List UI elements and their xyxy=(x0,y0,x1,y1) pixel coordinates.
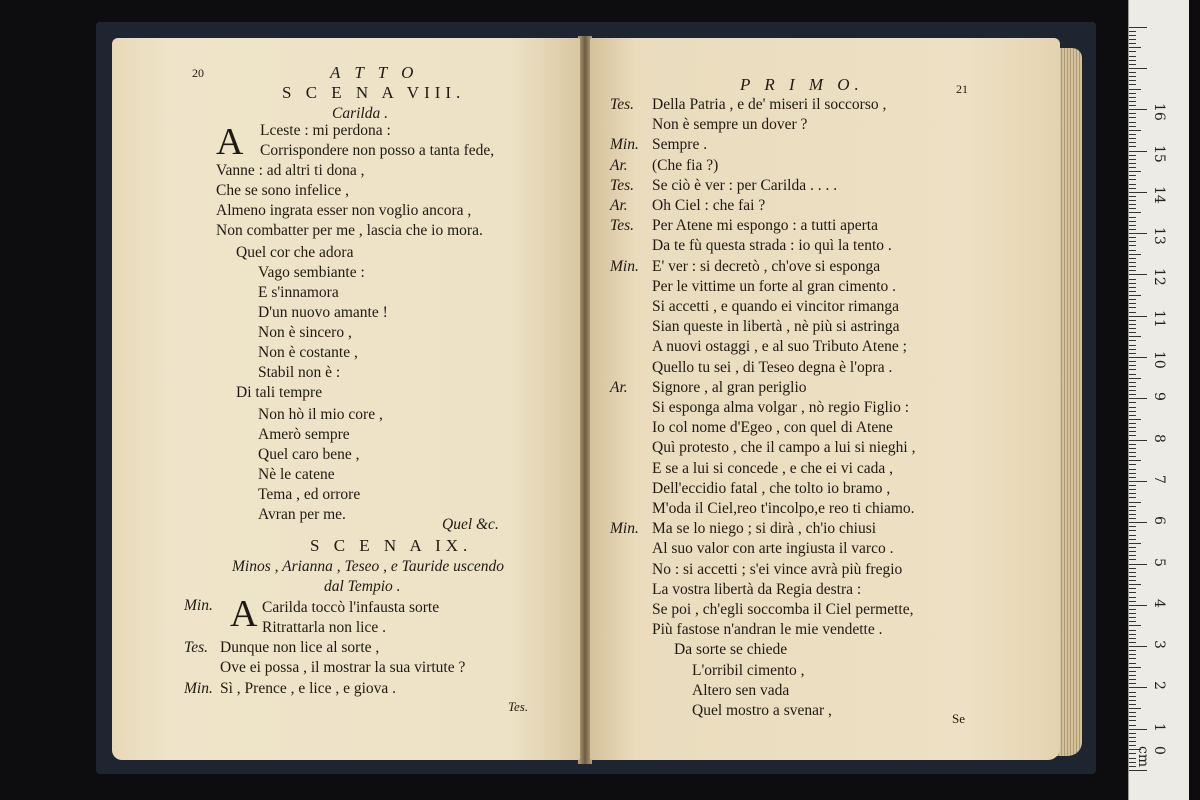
ruler-tick xyxy=(1129,514,1136,515)
ruler-tick xyxy=(1129,687,1147,688)
verse-line: Quel cor che adora xyxy=(236,244,354,261)
ruler-tick xyxy=(1129,402,1136,403)
dialogue-line: Da te fù questa strada : io quì la tento . xyxy=(652,237,892,255)
verse-line: Tema , ed orrore xyxy=(258,486,361,503)
ruler-tick xyxy=(1129,419,1141,420)
ruler-tick xyxy=(1129,47,1141,48)
ruler-tick xyxy=(1129,435,1136,436)
verse-line: Corrispondere non posso a tanta fede, xyxy=(260,142,495,159)
ruler-tick xyxy=(1129,580,1136,581)
ruler-tick xyxy=(1129,64,1136,65)
dialogue-line: Signore , al gran periglio xyxy=(652,378,807,396)
ruler-tick xyxy=(1129,530,1136,531)
ruler-tick xyxy=(1129,27,1147,28)
dialogue-line: Si esponga alma volgar , nò regio Figlio : xyxy=(652,399,910,416)
ruler-tick xyxy=(1129,146,1136,147)
ruler-tick xyxy=(1129,716,1136,717)
ruler-tick xyxy=(1129,526,1136,527)
verse-line: Vago sembiante : xyxy=(258,264,365,281)
ruler-tick xyxy=(1129,320,1136,321)
ruler-tick xyxy=(1129,225,1136,226)
ruler-tick xyxy=(1129,489,1136,490)
dialogue-line: No : si accetti ; s'ei vince avrà più fregio xyxy=(652,560,903,578)
dialogue-line: E se a lui si concede , e che ei vi cada , xyxy=(652,459,893,477)
dialogue-line: Ritrattarla non lice . xyxy=(262,619,386,636)
ruler-tick xyxy=(1129,456,1136,457)
dialogue-line: M'oda il Ciel,reo t'incolpo,e reo ti chiamo. xyxy=(652,500,915,517)
speaker-heading: Carilda . xyxy=(332,105,388,122)
dialogue-line: Sempre . xyxy=(652,136,708,154)
ruler-number: 0 cm xyxy=(1135,746,1167,768)
ruler-tick xyxy=(1129,340,1136,341)
ruler-number: 16 xyxy=(1151,103,1167,122)
verse-line: Almeno ingrata esser non voglio ancora , xyxy=(216,202,472,219)
ruler-number: 1 xyxy=(1151,722,1167,732)
dialogue-line: Sian queste in libertà , nè più si astringa xyxy=(652,318,900,336)
dialogue-line: Sì , Prence , e lice , e giova . xyxy=(220,680,397,697)
ruler-tick xyxy=(1129,601,1136,602)
ruler-tick xyxy=(1129,171,1141,172)
ruler-tick xyxy=(1129,262,1136,263)
ruler-tick xyxy=(1129,316,1147,317)
ruler-tick xyxy=(1129,357,1147,358)
speaker-label: Min. xyxy=(610,520,639,538)
ruler-number: 9 xyxy=(1151,392,1167,402)
verse-line: Stabil non è : xyxy=(258,364,341,381)
left-page xyxy=(112,38,580,760)
ruler-tick xyxy=(1129,564,1147,565)
ruler-tick xyxy=(1129,299,1136,300)
dialogue-line: Al suo valor con arte ingiusta il varco . xyxy=(652,540,894,558)
dialogue-line: Da sorte se chiede xyxy=(674,641,788,659)
ruler-tick xyxy=(1129,97,1136,98)
dialogue-line: La vostra libertà da Regia destra : xyxy=(652,580,862,598)
ruler-tick xyxy=(1129,113,1136,114)
ruler-tick xyxy=(1129,365,1136,366)
ruler-tick xyxy=(1129,708,1141,709)
ruler-tick xyxy=(1129,266,1136,267)
ruler-tick xyxy=(1129,592,1136,593)
ruler-tick xyxy=(1129,56,1136,57)
speaker-label: Ar. xyxy=(610,378,628,396)
dialogue-line: Se ciò è ver : per Carilda . . . . xyxy=(652,176,838,194)
ruler-tick xyxy=(1129,597,1136,598)
ruler-tick xyxy=(1129,576,1136,577)
verse-line: Amerò sempre xyxy=(258,426,350,443)
ruler-tick xyxy=(1129,625,1141,626)
ruler-tick xyxy=(1129,130,1141,131)
ruler-tick xyxy=(1129,287,1136,288)
speaker-label: Min. xyxy=(610,257,639,275)
ruler-tick xyxy=(1129,60,1136,61)
verse-line: Non hò il mio core , xyxy=(258,406,383,423)
speaker-label: Tes. xyxy=(610,217,634,235)
ruler-tick xyxy=(1129,518,1136,519)
ruler-tick xyxy=(1129,506,1136,507)
dialogue-line: Della Patria , e de' miseri il soccorso , xyxy=(652,96,887,113)
ruler-tick xyxy=(1129,233,1147,234)
verse-line: Non è sincero , xyxy=(258,324,352,341)
verse-line: Avran per me. xyxy=(258,506,346,523)
ruler-tick xyxy=(1129,502,1141,503)
ruler-tick xyxy=(1129,179,1136,180)
ruler-tick xyxy=(1129,415,1136,416)
ruler-tick xyxy=(1129,725,1136,726)
ruler-tick xyxy=(1129,559,1136,560)
ruler-tick xyxy=(1129,283,1136,284)
ruler-number: 8 xyxy=(1151,433,1167,443)
ruler-tick xyxy=(1129,163,1136,164)
ruler-tick xyxy=(1129,638,1136,639)
ruler-tick xyxy=(1129,369,1136,370)
ruler-tick xyxy=(1129,175,1136,176)
running-head: A T T O xyxy=(330,63,419,82)
ruler-tick xyxy=(1129,345,1136,346)
ruler-tick xyxy=(1129,204,1136,205)
dialogue-line: Quì protesto , che il campo a lui si nieghi , xyxy=(652,439,916,457)
ruler-tick xyxy=(1129,35,1136,36)
verse-line: E s'innamora xyxy=(258,284,339,301)
ruler-tick xyxy=(1129,134,1136,135)
ruler-tick xyxy=(1129,642,1136,643)
ruler-tick xyxy=(1129,212,1141,213)
ruler-tick xyxy=(1129,663,1136,664)
ruler-tick xyxy=(1129,675,1136,676)
ruler-tick xyxy=(1129,547,1136,548)
drop-cap-2: A xyxy=(230,593,258,635)
speaker-label: Ar. xyxy=(610,197,628,214)
dialogue-line: Per le vittime un forte al gran cimento . xyxy=(652,277,897,295)
ruler-tick xyxy=(1129,654,1136,655)
ruler-tick xyxy=(1129,609,1136,610)
dialogue-line: A nuovi ostaggi , e al suo Tributo Atene ; xyxy=(652,338,907,356)
ruler-tick xyxy=(1129,374,1136,375)
ruler-number: 12 xyxy=(1151,268,1167,287)
speaker-label: Min. xyxy=(610,136,639,154)
ruler-number: 10 xyxy=(1151,351,1167,369)
catchword: Tes. xyxy=(508,699,529,714)
ruler-tick xyxy=(1129,427,1136,428)
verse-line: Nè le catene xyxy=(258,466,335,483)
dialogue-line: Oh Ciel : che fai ? xyxy=(652,197,766,214)
ruler-tick xyxy=(1129,245,1136,246)
ruler-tick xyxy=(1129,613,1136,614)
verse-line: Non combatter per me , lascia che io mora. xyxy=(216,222,483,239)
ruler-tick xyxy=(1129,31,1136,32)
measuring-ruler xyxy=(1128,0,1189,800)
scene-cast-1: Minos , Arianna , Teseo , e Tauride uscendo xyxy=(232,558,504,575)
ruler-tick xyxy=(1129,493,1136,494)
ruler-tick xyxy=(1129,584,1141,585)
ruler-tick xyxy=(1129,93,1136,94)
ruler-tick xyxy=(1129,473,1136,474)
drop-cap: A xyxy=(216,121,244,163)
ruler-number: 5 xyxy=(1151,557,1167,567)
ruler-tick xyxy=(1129,696,1136,697)
ruler-tick xyxy=(1129,394,1136,395)
ruler-tick xyxy=(1129,72,1136,73)
dialogue-line: Per Atene mi espongo : a tutti aperta xyxy=(652,217,878,235)
ruler-tick xyxy=(1129,184,1136,185)
ruler-tick xyxy=(1129,423,1136,424)
speaker-label: Ar. xyxy=(610,156,628,174)
ruler-tick xyxy=(1129,274,1147,275)
right-page xyxy=(590,38,1060,760)
ruler-tick xyxy=(1129,535,1136,536)
ruler-number: 11 xyxy=(1151,309,1167,328)
ruler-tick xyxy=(1129,353,1136,354)
dialogue-line: Io col nome d'Egeo , con quel di Atene xyxy=(652,419,893,437)
ruler-tick xyxy=(1129,572,1136,573)
ruler-tick xyxy=(1129,328,1136,329)
dialogue-line: Non è sempre un dover ? xyxy=(652,116,808,134)
dialogue-line: E' ver : si decretò , ch'ove si esponga xyxy=(652,257,881,275)
ruler-tick xyxy=(1129,126,1136,127)
ruler-tick xyxy=(1129,683,1136,684)
ruler-tick xyxy=(1129,448,1136,449)
ruler-number: 13 xyxy=(1151,227,1167,245)
ruler-tick xyxy=(1129,510,1136,511)
ruler-tick xyxy=(1129,101,1136,102)
dialogue-line: (Che fia ?) xyxy=(652,156,719,174)
ruler-tick xyxy=(1129,217,1136,218)
ruler-tick xyxy=(1129,704,1136,705)
ruler-tick xyxy=(1129,481,1147,482)
ruler-tick xyxy=(1129,254,1141,255)
verse-line: D'un nuovo amante ! xyxy=(258,304,388,321)
ruler-tick xyxy=(1129,241,1136,242)
ruler-tick xyxy=(1129,208,1136,209)
ruler-number: 4 xyxy=(1151,598,1167,608)
ruler-tick xyxy=(1129,539,1136,540)
ruler-tick xyxy=(1129,142,1136,143)
ruler-tick xyxy=(1129,737,1136,738)
ruler-tick xyxy=(1129,452,1136,453)
dialogue-line: Dell'eccidio fatal , che tolto io bramo , xyxy=(652,479,891,497)
ruler-tick xyxy=(1129,89,1141,90)
ruler-tick xyxy=(1129,39,1136,40)
ruler-tick xyxy=(1129,361,1136,362)
verse-line: Di tali tempre xyxy=(236,384,323,401)
ruler-tick xyxy=(1129,80,1136,81)
ruler-tick xyxy=(1129,295,1141,296)
ruler-tick xyxy=(1129,291,1136,292)
ruler-tick xyxy=(1129,324,1136,325)
page-number: 20 xyxy=(192,66,204,80)
ruler-tick xyxy=(1129,551,1136,552)
ruler-tick xyxy=(1129,51,1136,52)
ruler-tick xyxy=(1129,250,1136,251)
verse-line: Che se sono infelice , xyxy=(216,182,350,199)
ruler-tick xyxy=(1129,151,1147,152)
ruler-tick xyxy=(1129,543,1141,544)
ruler-tick xyxy=(1129,398,1147,399)
ruler-tick xyxy=(1129,667,1141,668)
ruler-tick xyxy=(1129,200,1136,201)
ruler-tick xyxy=(1129,407,1136,408)
ruler-tick xyxy=(1129,658,1136,659)
dialogue-line: Quello tu sei , di Teseo degna è l'opra . xyxy=(652,358,893,376)
ruler-tick xyxy=(1129,307,1136,308)
ruler-tick xyxy=(1129,349,1136,350)
ruler-tick xyxy=(1129,68,1147,69)
scene-heading-2: S C E N A IX. xyxy=(310,536,473,555)
ruler-tick xyxy=(1129,469,1136,470)
ruler-number: 6 xyxy=(1151,516,1167,526)
speaker-min: Min. xyxy=(184,597,213,614)
ruler-tick xyxy=(1129,167,1136,168)
ruler-tick xyxy=(1129,621,1136,622)
ruler-tick xyxy=(1129,411,1136,412)
ruler-tick xyxy=(1129,522,1147,523)
ruler-tick xyxy=(1129,386,1136,387)
ruler-tick xyxy=(1129,221,1136,222)
scene-cast-2: dal Tempio . xyxy=(324,578,401,595)
verse-line: Vanne : ad altri ti dona , xyxy=(216,162,365,179)
ruler-tick xyxy=(1129,303,1136,304)
ruler-tick xyxy=(1129,444,1136,445)
ruler-tick xyxy=(1129,76,1136,77)
dialogue-line: Si accetti , e quando ei vincitor rimanga xyxy=(652,298,900,315)
ruler-number: 14 xyxy=(1151,185,1167,204)
dialogue-line: Quel mostro a svenar , xyxy=(692,702,832,719)
ruler-tick xyxy=(1129,460,1141,461)
ruler-number: 15 xyxy=(1151,144,1167,163)
ruler-tick xyxy=(1129,770,1147,771)
ruler-tick xyxy=(1129,138,1136,139)
ruler-tick xyxy=(1129,84,1136,85)
speaker-label: Tes. xyxy=(610,176,634,194)
ruler-tick xyxy=(1129,378,1141,379)
ruler-tick xyxy=(1129,679,1136,680)
dialogue-line: Più fastose n'andran le mie vendette . xyxy=(652,621,883,639)
ruler-tick xyxy=(1129,588,1136,589)
ruler-tick xyxy=(1129,477,1136,478)
ruler-tick xyxy=(1129,159,1136,160)
ruler-tick xyxy=(1129,568,1136,569)
ruler-tick xyxy=(1129,464,1136,465)
ruler-tick xyxy=(1129,105,1136,106)
ruler-tick xyxy=(1129,671,1136,672)
running-head: P R I M O. xyxy=(740,75,864,94)
ruler-tick xyxy=(1129,332,1136,333)
ruler-tick xyxy=(1129,646,1147,647)
dialogue-line: Ove ei possa , il mostrar la sua virtute ? xyxy=(220,659,466,676)
verse-line: Quel caro bene , xyxy=(258,446,360,463)
catchword: Se xyxy=(952,711,965,726)
ruler-tick xyxy=(1129,336,1141,337)
ruler-tick xyxy=(1129,312,1136,313)
ruler-tick xyxy=(1129,650,1136,651)
ruler-tick xyxy=(1129,605,1147,606)
ruler-tick xyxy=(1129,497,1136,498)
ruler-number: 2 xyxy=(1151,681,1167,691)
ruler-tick xyxy=(1129,43,1136,44)
scene-heading: S C E N A VIII. xyxy=(282,83,466,102)
ruler-tick xyxy=(1129,258,1136,259)
verse-line: Lceste : mi perdona : xyxy=(260,122,391,139)
ruler-tick xyxy=(1129,729,1147,730)
dialogue-line: Dunque non lice al sorte , xyxy=(220,639,380,656)
ruler-tick xyxy=(1129,431,1136,432)
ruler-tick xyxy=(1129,229,1136,230)
ruler-tick xyxy=(1129,700,1136,701)
ruler-tick xyxy=(1129,440,1147,441)
ruler-tick xyxy=(1129,196,1136,197)
dialogue-line: Altero sen vada xyxy=(692,681,790,699)
verse-end: Quel &c. xyxy=(442,516,499,533)
ruler-tick xyxy=(1129,155,1136,156)
dialogue-line: Carilda toccò l'infausta sorte xyxy=(262,599,440,616)
speaker-min: Min. xyxy=(184,680,213,697)
ruler-tick xyxy=(1129,617,1136,618)
ruler-tick xyxy=(1129,720,1136,721)
ruler-number: 3 xyxy=(1151,640,1167,650)
ruler-tick xyxy=(1129,692,1136,693)
ruler-tick xyxy=(1129,279,1136,280)
ruler-tick xyxy=(1129,237,1136,238)
dialogue-line: Se poi , ch'egli soccomba il Ciel permette, xyxy=(652,601,914,618)
ruler-tick xyxy=(1129,270,1136,271)
ruler-tick xyxy=(1129,188,1136,189)
ruler-tick xyxy=(1129,382,1136,383)
ruler-tick xyxy=(1129,630,1136,631)
ruler-tick xyxy=(1129,122,1136,123)
ruler-tick xyxy=(1129,109,1147,110)
dialogue-line: L'orribil cimento , xyxy=(692,661,805,679)
ruler-tick xyxy=(1129,192,1147,193)
ruler-tick xyxy=(1129,634,1136,635)
page-number: 21 xyxy=(956,82,968,96)
ruler-tick xyxy=(1129,555,1136,556)
ruler-tick xyxy=(1129,741,1136,742)
dialogue-line: Ma se lo niego ; si dirà , ch'io chiusi xyxy=(652,520,877,538)
ruler-tick xyxy=(1129,733,1136,734)
verse-line: Non è costante , xyxy=(258,344,358,361)
ruler-tick xyxy=(1129,485,1136,486)
ruler-tick xyxy=(1129,712,1136,713)
ruler-tick xyxy=(1129,117,1136,118)
ruler-number: 7 xyxy=(1151,474,1167,484)
speaker-tes: Tes. xyxy=(184,639,208,656)
speaker-label: Tes. xyxy=(610,96,634,113)
ruler-tick xyxy=(1129,390,1136,391)
